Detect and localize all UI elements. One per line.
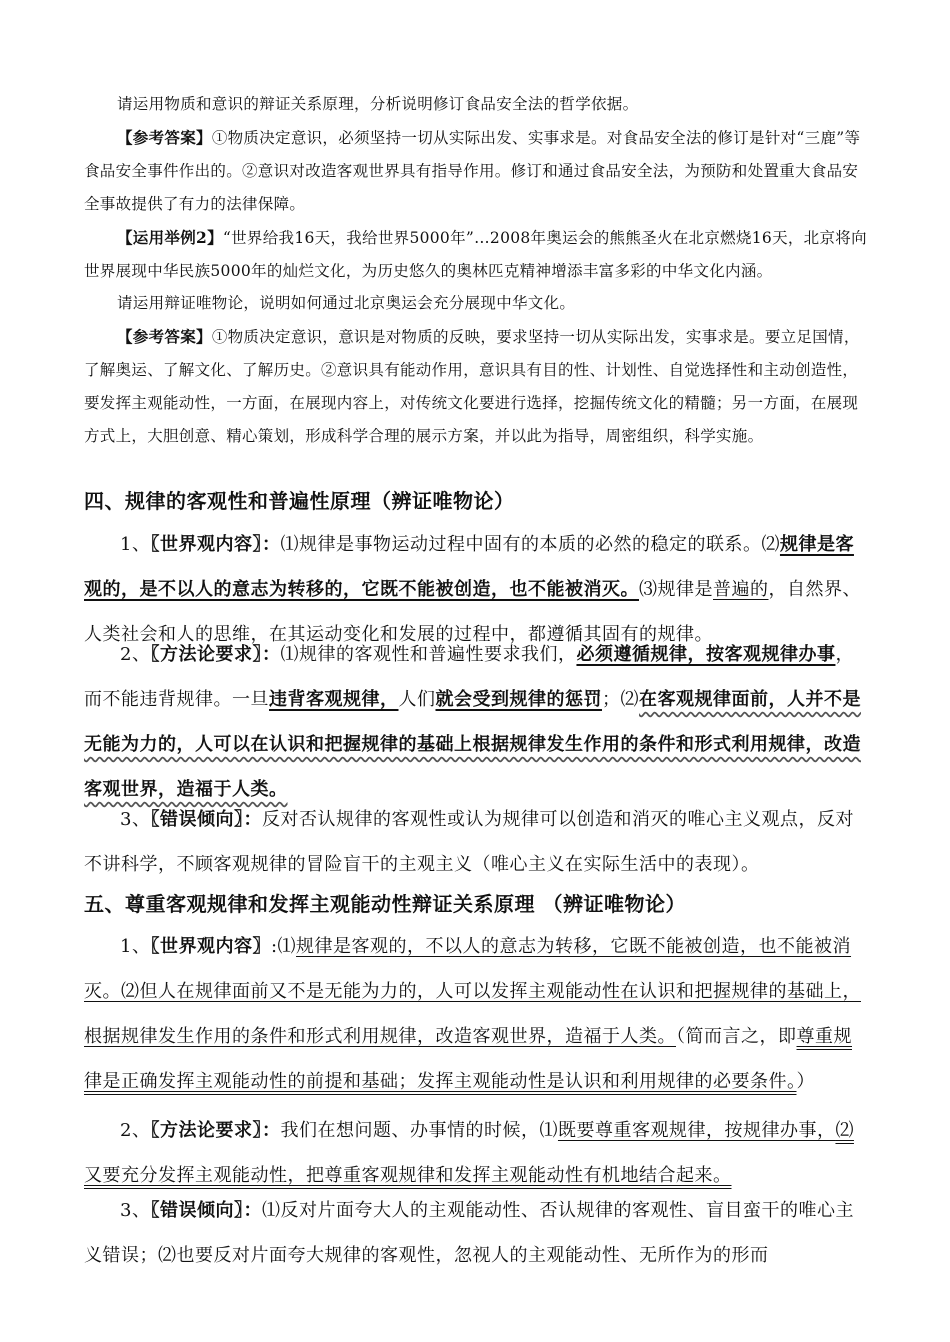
errors-label: 〖错误倾向〗：	[150, 809, 262, 830]
methodology-label: 〖方法论要求〗：	[150, 644, 281, 665]
s5-worldview: 1、〖世界观内容〗:⑴规律是客观的，不以人的意志为转移，它既不能被创造，也不能被消灭。⑵但人在规律面前又不是无能为力的，人可以发挥主观能动性在认识和把握规律的基础上，根据规律发生作用的条件和形式利用规律，改造客观世界，造福于人类。（简而言之，即尊重规律是正确发挥主观能动性的前提和基础；发挥主观能动性是认识和利用规律的必要条件。）	[84, 936, 861, 1092]
answer-label: 【参考答案】	[117, 327, 212, 346]
s5-methodology: 2、〖方法论要求〗：我们在想问题、办事情的时候，⑴既要尊重客观规律，按规律办事，⑵又要充分发挥主观能动性，把尊重客观规律和发挥主观能动性有机地结合起来。	[84, 1120, 854, 1186]
s5-errors: 3、〖错误倾向〗：⑴反对片面夸大人的主观能动性、否认规律的客观性、盲目蛮干的唯心主义错误；⑵也要反对片面夸大规律的客观性，忽视人的主观能动性、无所作为的形而	[84, 1200, 854, 1266]
answer-1: 【参考答案】①物质决定意识，必须坚持一切从实际出发、实事求是。对食品安全法的修订是针对“三鹿”等食品安全事件作出的。②意识对改造客观世界具有指导作用。修订和通过食品安全法，为预防和处置重大食品安全事故提供了有力的法律保障。	[84, 128, 861, 213]
worldview-label: 〖世界观内容〗：	[150, 534, 281, 555]
question-2: 请运用辩证唯物论，说明如何通过北京奥运会充分展现中华文化。	[117, 294, 576, 312]
answer-label: 【参考答案】	[117, 128, 212, 147]
example-2: 【运用举例2】“世界给我16天，我给世界5000年”…2008年奥运会的熊熊圣火在北京燃烧16天，北京将向世界展现中华民族5000年的灿烂文化，为历史悠久的奥林匹克精神增添丰富多彩的中华文化内涵。	[84, 228, 867, 280]
question-1: 请运用物质和意识的辩证关系原理，分析说明修订食品安全法的哲学依据。	[117, 95, 639, 113]
answer-2: 【参考答案】①物质决定意识，意识是对物质的反映，要求坚持一切从实际出发，实事求是。要立足国情，了解奥运、了解文化、了解历史。②意识具有能动作用，意识具有目的性、计划性、自觉选择性和主动创造性，要发挥主观能动性，一方面，在展现内容上，对传统文化要进行选择，挖掘传统文化的精髓；另一方面，在展现方式上，大胆创意、精心策划，形成科学合理的展示方案，并以此为指导，周密组织，科学实施。	[84, 327, 860, 445]
methodology-label: 〖方法论要求〗：	[150, 1120, 281, 1141]
s4-worldview: 1、〖世界观内容〗：⑴规律是事物运动过程中固有的本质的必然的稳定的联系。⑵规律是客观的，是不以人的意志为转移的，它既不能被创造，也不能被消灭。⑶规律是普遍的，自然界、人类社会和人的思维，在其运动变化和发展的过程中，都遵循其固有的规律。	[84, 534, 861, 645]
section-4-title: 四、规律的客观性和普遍性原理（辨证唯物论）	[84, 489, 515, 513]
s4-errors: 3、〖错误倾向〗：反对否认规律的客观性或认为规律可以创造和消灭的唯心主义观点，反对不讲科学，不顾客观规律的冒险盲干的主观主义（唯心主义在实际生活中的表现）。	[84, 809, 854, 875]
worldview-label: 〖世界观内容〗	[150, 936, 271, 957]
errors-label: 〖错误倾向〗：	[150, 1200, 262, 1221]
example-label: 【运用举例2】	[117, 228, 223, 247]
section-5-title: 五、尊重客观规律和发挥主观能动性辩证关系原理 （辨证唯物论）	[84, 892, 686, 916]
s4-methodology: 2、〖方法论要求〗：⑴规律的客观性和普遍性要求我们，必须遵循规律，按客观规律办事，而不能违背规律。一旦违背客观规律，人们就会受到规律的惩罚；⑵在客观规律面前，人并不是无能为力的，人可以在认识和把握规律的基础上根据规律发生作用的条件和形式利用规律，改造客观世界，造福于人类。	[84, 644, 861, 800]
